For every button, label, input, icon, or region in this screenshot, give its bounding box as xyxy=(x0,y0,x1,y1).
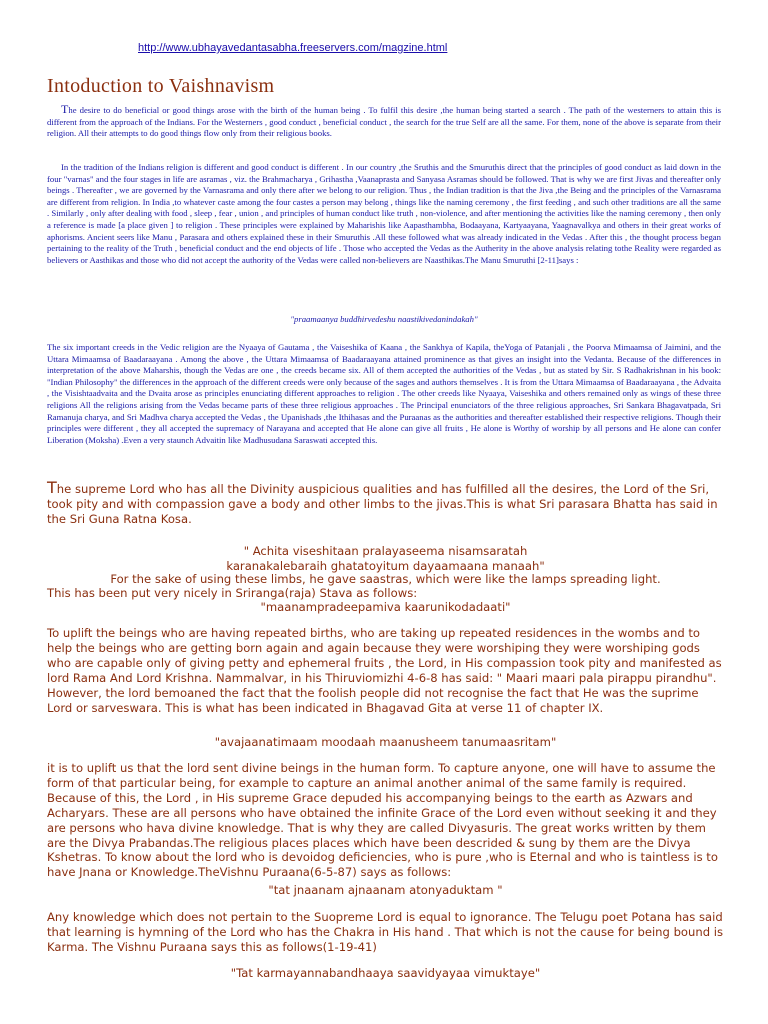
paragraph-knowledge: Any knowledge which does not pertain to the Suopreme Lord is equal to ignorance. The Telugu poet Potana has said that learning is hymning of the Lord who has the Chakra in His hand . That which is not the cause for being bound is Karma. The Vishnu Puraana says this as follows(1-19-41) xyxy=(47,910,724,954)
paragraph-text: he desire to do beneficial or good things arose with the birth of the human being . To fulfil this desire ,the human being started a search . The path of the westerners to attain this is different from the approach of the Indians. For the Westerners , good conduct , beneficial conduct , the search for the true Self are all the same. For them, none of the above is separate from their religion. All their attempts to do good things flow only from their religious books. xyxy=(47,105,721,139)
verse-bhagavad-gita: "avajaanatimaam moodaah maanusheem tanumaasritam" xyxy=(214,735,557,749)
paragraph-divine-beings: it is to uplift us that the lord sent divine beings in the human form. To capture anyone, one will have to assume the form of that particular being, for example to capture an animal another animal of the same family is required. Because of this, the Lord , in His supreme Grace depuded his accompanying beings to the earth as Azwars and Acharyars. These are all persons who have obtained the infinite Grace of the Lord even without seeking it and they are persons who hava divine knowledge. That is why they are called Divyasuris. The great works written by them are the Divya Prabandas.The religious places places which have been descrided & sung by them are the Divya Kshetras. To know about the lord who is devoidog deficiencies, who is pure ,who is Eternal and who is taintless is to have Jnana or Knowledge.TheVishnu Puraana(6-5-87) says as follows: xyxy=(47,761,718,880)
paragraph-text: he supreme Lord who has all the Divinity auspicious qualities and has fulfilled all the desires, the Lord of the Sri, took pity and with compassion gave a body and other limbs to the jivas.This is what Sri parasara Bhatta has said in the Sri Guna Ratna Kosa. xyxy=(47,482,718,526)
verse-gunaratnakosa-line-1: " Achita viseshitaan pralayaseema nisamsaratah xyxy=(243,544,528,558)
verse-vishnu-puraana-1: "tat jnaanam ajnaanam atonyaduktam " xyxy=(268,883,503,897)
verse-sriranga-stava: "maanampradeepamiva kaarunikodadaati" xyxy=(260,600,511,614)
verse-gunaratnakosa-line-2: karanakalebaraih ghatatoyitum dayaamaana manaah" xyxy=(226,559,545,573)
page-title: Intoduction to Vaishnavism xyxy=(47,75,275,97)
intro-paragraph-1 xyxy=(47,104,721,140)
paragraph-uplift-beings: To uplift the beings who are having repeated births, who are taking up repeated residences in the wombs and to help the beings who are getting born again and again because they were worshiping they were worshiping gods who are capable only of giving petty and ephemeral fruits , the Lord, in His compassion took pity and manifested as lord Rama And Lord Krishna. Nammalvar, in his Thiruviomizhi 4-6-8 has said: " Maari maari pala pirappu pirandhu". However, the lord bemoaned the fact that the foolish people did not recognise the fact that He was the suprime Lord or sarveswara. This is what has been indicated in Bhagavad Gita at verse 11 of chapter IX. xyxy=(47,626,722,715)
intro-paragraph-2: In the tradition of the Indians religion is different and good conduct is different . In our country ,the Sruthis and the Smuruthis direct that the principles of good conduct as laid down in the four "varnas" and the four stages in life are asramas , viz. the Brahmacharya , Grihastha ,Vaanaprasta and Sanyasa Asramas should be followed. That is why we are first Jivas and thereafter only beings . Thereafter , we are governed by the Varnasrama and only there after we belong to our religion. Thus , the Indian tradition is that the Jiva ,the Being and the principles of the Varnasrama are different from religion. In India ,to whatever caste among the four castes a person may belong , things like the naming ceremony , the first feeding , and such other traditions are all the same . Similarly , only after dealing with food , sleep , fear , union , and principles of human conduct like truth , non-violence, and after mentioning the activities like the naming ceremony , then only a reference is made [a place given ] to religion . These principles were explained by Maharishis like Aapasthambha, Bodaayana, Kartyaayana, Yaagnavalkya and others in their great works of aphorisms. Ancient seers like Manu , Parasara and others explained these in their Smuruthis .All these followed what was already indicated in the Vedas . After this , the thought process began pertaining to the reality of the Truth , beneficial conduct and the end objects of life . Those who accepted the Vedas as the Autherity in the above analysis relating tothe Reality were regarded as believers or Aasthikas and those who did not accept the authority of the Vedas were called non-believers are Naasthikas.The Manu Smuruthi [2-11]says : xyxy=(47,162,721,265)
paragraph-saastras-line-1: For the sake of using these limbs, he gave saastras, which were like the lamps spreading light. xyxy=(110,572,661,586)
source-url-link[interactable]: http://www.ubhayavedantasabha.freeservers.com/magzine.html xyxy=(138,42,448,54)
paragraph-supreme-lord xyxy=(47,478,724,527)
paragraph-saastras-line-2: This has been put very nicely in Sriranga(raja) Stava as follows: xyxy=(47,586,418,600)
drop-cap: T xyxy=(47,478,57,497)
verse-vishnu-puraana-2: "Tat karmayannabandhaaya saavidyayaa vimuktaye" xyxy=(230,966,541,980)
drop-cap: T xyxy=(61,102,69,116)
manu-smruthi-quote: "praamaanya buddhirvedeshu naastikivedanindakah" xyxy=(290,314,478,324)
intro-paragraph-3: The six important creeds in the Vedic religion are the Nyaaya of Gautama , the Vaiseshika of Kaana , the Sankhya of Kapila, theYoga of Patanjali , the Poorva Mimaamsa of Jaimini, and the Uttara Mimaamsa of Baadaraayana . Among the above , the Uttara Mimaamsa of Baadaraayana attained prominence as that gives an insight into the Vedanta. Because of the differences in interpretation of the above Maharshis, though the Vedas are one , the creeds became six. All of them accepted the authorities of the Vedas , but as stated by Sir. S Radhakrishnan in his book: "Indian Philosophy" the differences in the approach of the different creeds were only because of the sages and authors themselves . It is from the Uttara Mimaamsa of Baadaraayana , the Advaita , the Visishtaadvaita and the Dvaita arose as principles enunciating different approaches to religion . The other creeds like Nyaaya, Vaiseshika and others remained only as wings of these three religions All the religions arising from the Vedas became parts of these three religious approaches . The Principal enunciators of the three religious approaches, Sri Sankara Bhagavatpada, Sri Ramanuja charya, and Sri Madhva charya accepted the Vedas , the Upanishads ,the Ithihasas and the Puraanas as the authorities and thereafter established their respective religions. Though their principles were different , they all accepted the supremacy of Narayana and accepted that He alone can give all fruits , He alone is Worthy of worship by all persons and He alone can confer Liberation (Moksha) .Even a very staunch Advaitin like Madhusudana Saraswati accepted this. xyxy=(47,342,721,445)
